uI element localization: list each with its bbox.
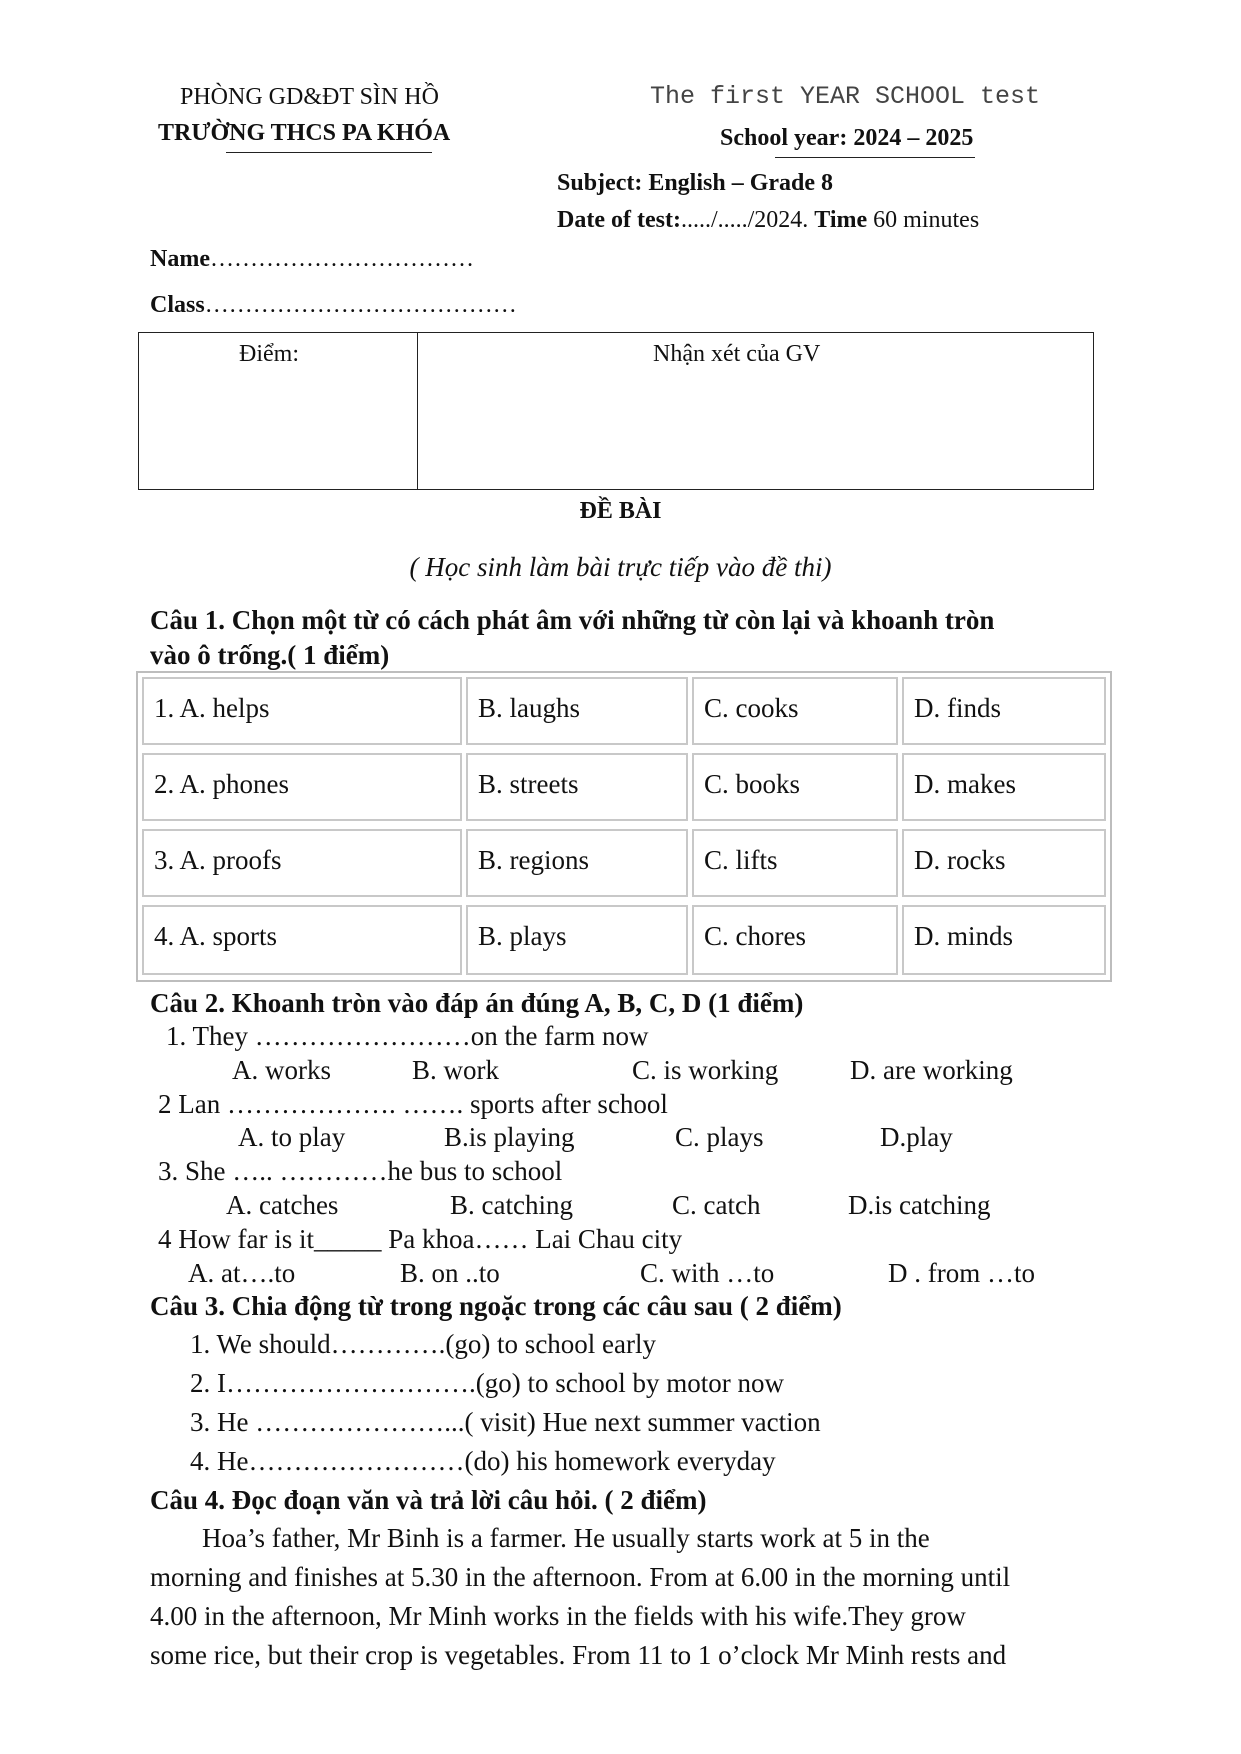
q3-title: Câu 3. Chia động từ trong ngoặc trong các câu sau ( 2 điểm) [150,1291,842,1321]
q1-cell[interactable]: B. regions [466,829,688,897]
q2-stem: 2 Lan ………………. ……. sports after school [158,1089,668,1119]
q2-option[interactable]: D.play [880,1122,953,1152]
school-year: School year: 2024 – 2025 [720,125,974,151]
q1-cell[interactable]: B. streets [466,753,688,821]
q1-cell[interactable]: C. chores [692,905,898,975]
q2-option[interactable]: A. to play [238,1122,346,1152]
q2-option[interactable]: C. is working [632,1055,779,1085]
q2-option[interactable]: D . from …to [888,1258,1035,1288]
q1-cell[interactable]: C. lifts [692,829,898,897]
q1-cell[interactable]: B. plays [466,905,688,975]
exam-instruction: ( Học sinh làm bài trực tiếp vào đề thi) [409,552,832,582]
school-year-underline [775,157,975,158]
department-name: PHÒNG GD&ĐT SÌN HỒ [180,84,439,110]
q4-paragraph-line: 4.00 in the afternoon, Mr Minh works in the fields with his wife.They grow [150,1601,966,1631]
q1-cell[interactable]: 4. A. sports [142,905,462,975]
q1-cell[interactable]: D. rocks [902,829,1106,897]
q4-paragraph-line: some rice, but their crop is vegetables. From 11 to 1 o’clock Mr Minh rests and [150,1640,1007,1670]
q1-cell[interactable]: D. finds [902,677,1106,745]
q3-item[interactable]: 3. He …………………...( visit) Hue next summer vaction [190,1407,821,1437]
q1-cell[interactable]: D. makes [902,753,1106,821]
name-label: Name [150,246,210,272]
date-value: ...../...../2024. [680,207,815,233]
q3-item[interactable]: 4. He……………………(do) his homework everyday [190,1446,776,1476]
q1-cell[interactable]: 1. A. helps [142,677,462,745]
teacher-comment-label: Nhận xét của GV [653,341,821,367]
q2-option[interactable]: D.is catching [848,1190,991,1220]
q1-cell[interactable]: 3. A. proofs [142,829,462,897]
time-value: 60 minutes [867,207,980,233]
q2-option[interactable]: B. catching [450,1190,573,1220]
q2-stem: 1. They ……………………on the farm now [166,1021,649,1051]
q4-paragraph-line: morning and finishes at 5.30 in the afternoon. From at 6.00 in the morning until [150,1562,1011,1592]
q2-option[interactable]: A. works [232,1055,331,1085]
name-field[interactable] [150,246,474,273]
q2-option[interactable]: C. with …to [640,1258,775,1288]
q1-cell[interactable]: C. books [692,753,898,821]
q1-table [136,671,1112,982]
time-label: Time [814,207,868,233]
q1-cell[interactable]: B. laughs [466,677,688,745]
school-name: TRƯỜNG THCS PA KHÓA [158,120,451,146]
score-box-divider [417,333,418,489]
school-name-underline [226,152,432,153]
exam-heading: ĐỀ BÀI [579,498,662,524]
q1-title-line1: Câu 1. Chọn một từ có cách phát âm với những từ còn lại và khoanh tròn [150,605,995,635]
q2-option[interactable]: C. catch [672,1190,761,1220]
q2-option[interactable]: A. catches [226,1190,339,1220]
q2-option[interactable]: B. on ..to [400,1258,500,1288]
q4-paragraph-line: Hoa’s father, Mr Binh is a farmer. He usually starts work at 5 in the [202,1523,930,1553]
q2-option[interactable]: A. at….to [188,1258,296,1288]
class-label: Class [150,292,205,318]
q1-cell[interactable]: C. cooks [692,677,898,745]
score-label: Điểm: [239,341,299,367]
q3-item[interactable]: 1. We should………….(go) to school early [190,1329,657,1359]
q2-option[interactable]: B. work [412,1055,499,1085]
q2-option[interactable]: D. are working [850,1055,1013,1085]
class-dots: ………………………………… [204,292,517,318]
q1-cell[interactable]: 2. A. phones [142,753,462,821]
q2-title: Câu 2. Khoanh tròn vào đáp án đúng A, B, C, D (1 điểm) [150,988,804,1018]
class-field[interactable] [150,292,517,319]
subject-line: Subject: English – Grade 8 [557,170,834,196]
date-label: Date of test: [557,207,681,233]
q1-cell[interactable]: D. minds [902,905,1106,975]
q4-title: Câu 4. Đọc đoạn văn và trả lời câu hỏi. ( 2 điểm) [150,1485,707,1515]
score-box [138,332,1094,490]
q1-title-line2: vào ô trống.( 1 điểm) [150,640,390,670]
q2-stem: 4 How far is it_____ Pa khoa…… Lai Chau city [158,1224,683,1254]
q2-option[interactable]: C. plays [675,1122,764,1152]
q2-option[interactable]: B.is playing [444,1122,575,1152]
test-title: The first YEAR SCHOOL test [650,82,1041,111]
test-date-line [557,207,979,234]
q3-item[interactable]: 2. I……………………….(go) to school by motor now [190,1368,784,1398]
name-dots: …………………………… [209,246,474,272]
q2-stem: 3. She ….. …………he bus to school [158,1156,563,1186]
